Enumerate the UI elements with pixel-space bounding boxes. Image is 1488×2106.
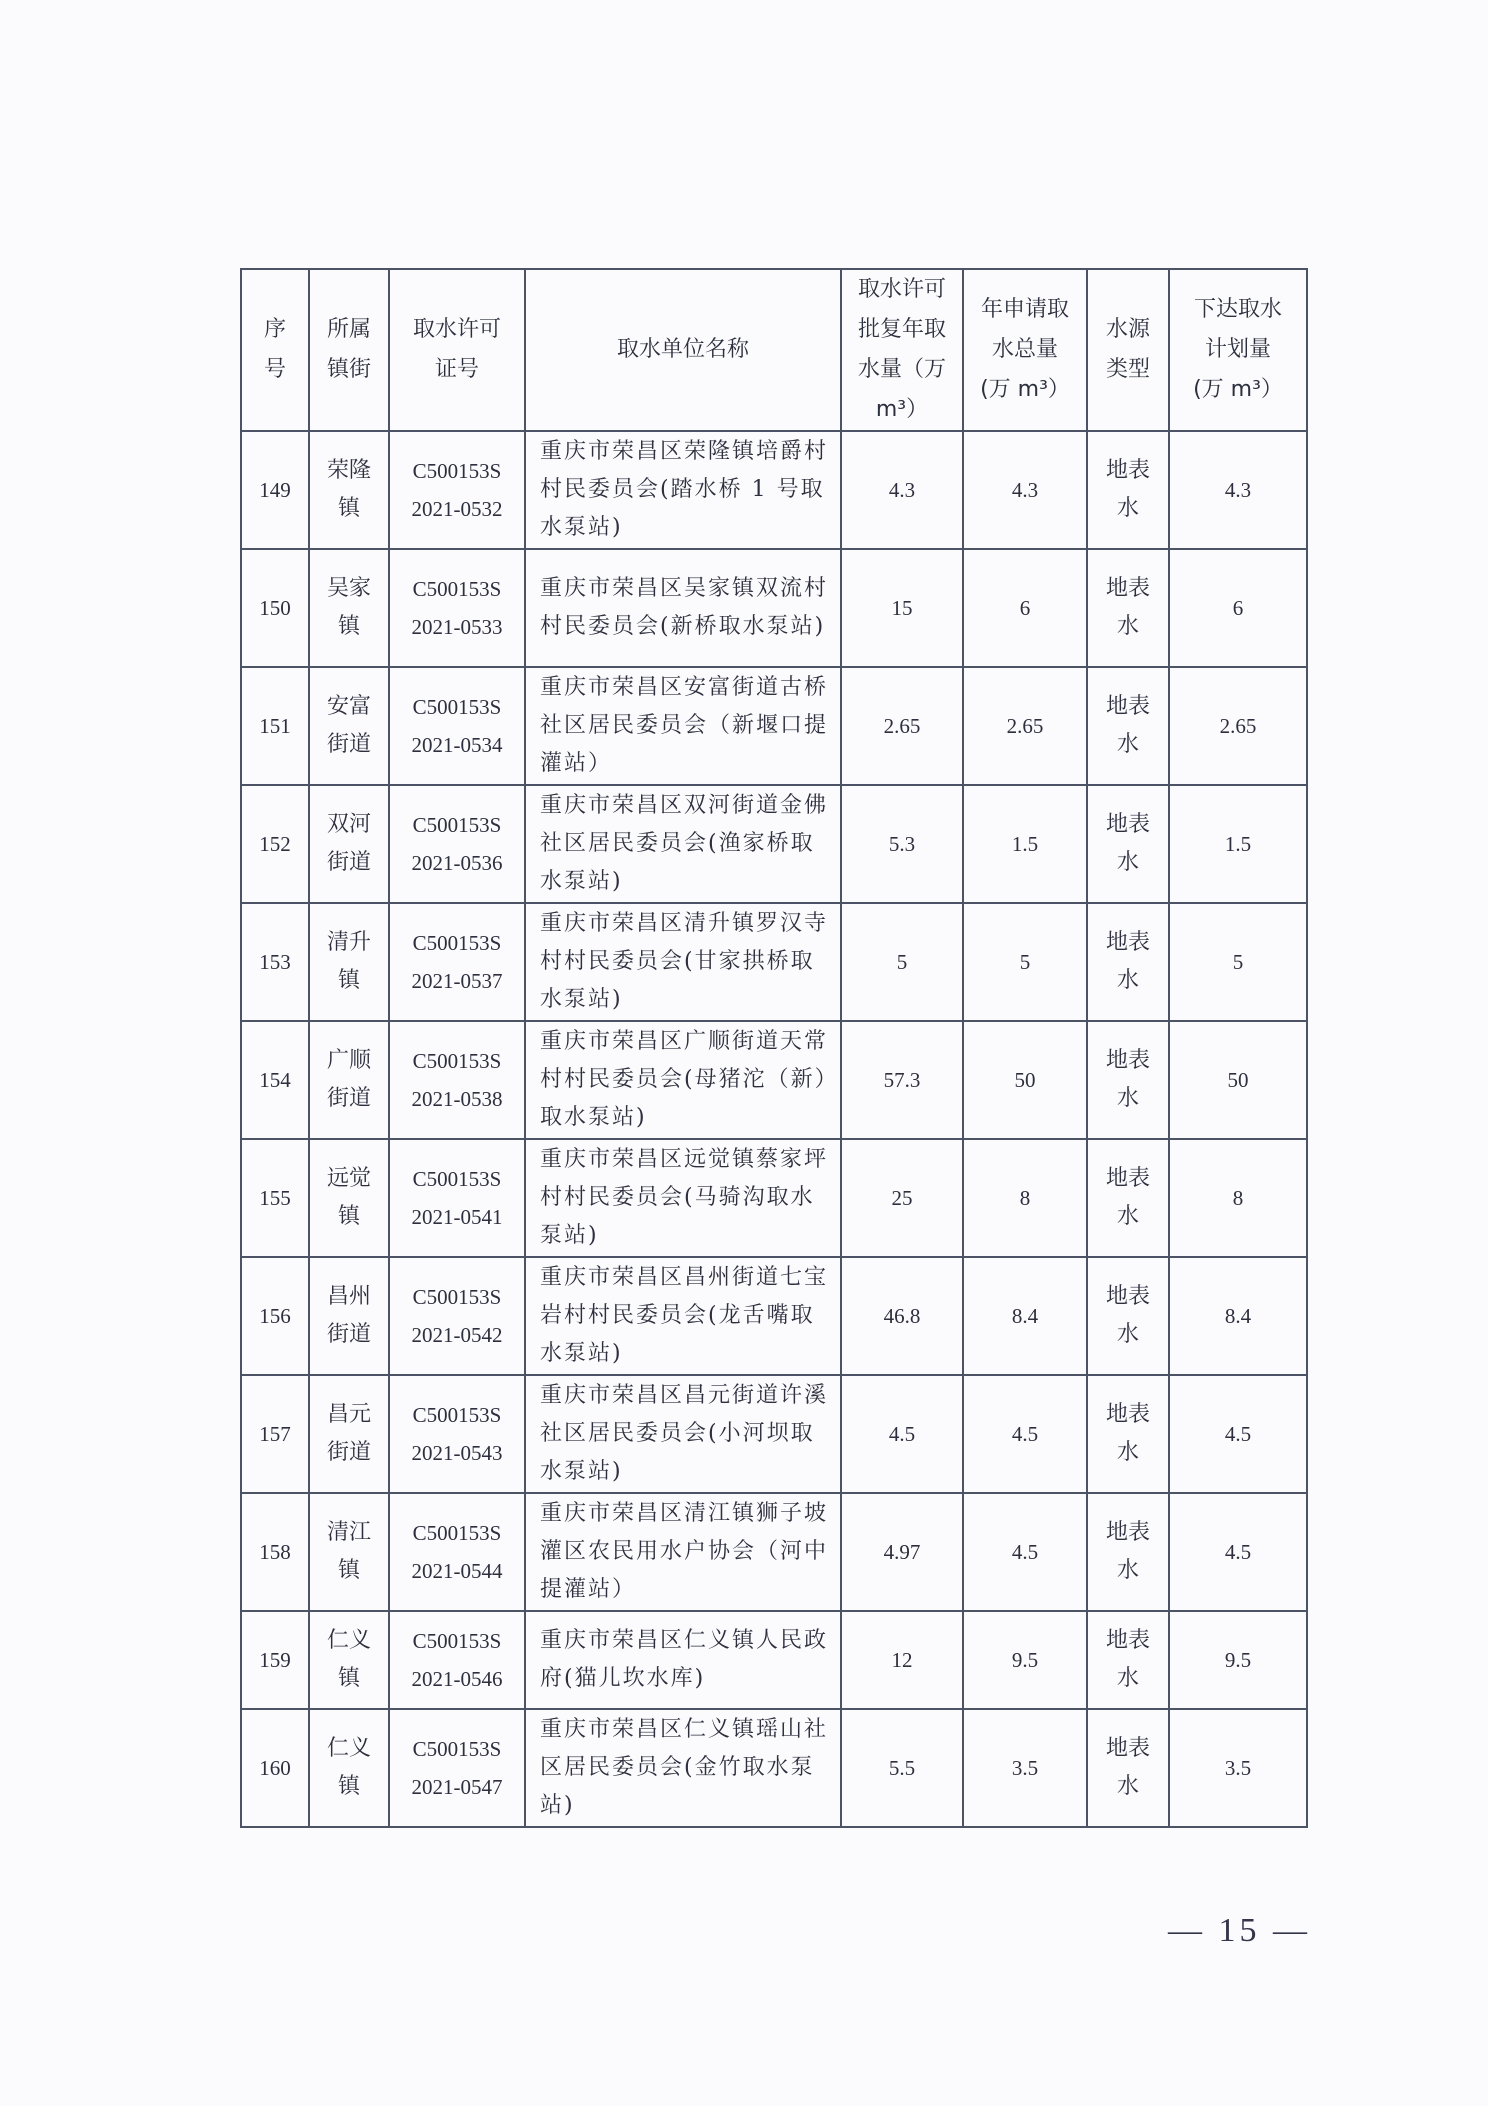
table-row (241, 667, 1307, 785)
cell-applied-volume: 3.5 (963, 1709, 1087, 1827)
cell-town: 清升 镇 (309, 903, 389, 1021)
cell-approved-volume: 12 (841, 1611, 963, 1709)
cell-unit-name: 重庆市荣昌区安富街道古桥社区居民委员会（新堰口提灌站） (525, 667, 841, 785)
cell-plan-volume: 5 (1169, 903, 1307, 1021)
cell-source-type: 地表 水 (1087, 785, 1169, 903)
cell-applied-volume: 8.4 (963, 1257, 1087, 1375)
cell-serial: 151 (241, 667, 309, 785)
cell-applied-volume: 50 (963, 1021, 1087, 1139)
cell-plan-volume: 8.4 (1169, 1257, 1307, 1375)
cell-approved-volume: 4.3 (841, 431, 963, 549)
cell-unit-name: 重庆市荣昌区昌州街道七宝岩村村民委员会(龙舌嘴取水泵站) (525, 1257, 841, 1375)
cell-plan-volume: 2.65 (1169, 667, 1307, 785)
cell-source-type: 地表 水 (1087, 1709, 1169, 1827)
cell-applied-volume: 4.5 (963, 1493, 1087, 1611)
cell-approved-volume: 4.5 (841, 1375, 963, 1493)
table-row (241, 1611, 1307, 1709)
table-row (241, 1375, 1307, 1493)
cell-serial: 154 (241, 1021, 309, 1139)
cell-applied-volume: 6 (963, 549, 1087, 667)
cell-license: C500153S 2021-0544 (389, 1493, 525, 1611)
header-serial: 序 号 (241, 269, 309, 431)
cell-approved-volume: 15 (841, 549, 963, 667)
cell-town: 荣隆 镇 (309, 431, 389, 549)
cell-applied-volume: 4.3 (963, 431, 1087, 549)
cell-license: C500153S 2021-0533 (389, 549, 525, 667)
water-permit-table (240, 268, 1308, 1828)
cell-serial: 159 (241, 1611, 309, 1709)
table-row (241, 785, 1307, 903)
cell-license: C500153S 2021-0546 (389, 1611, 525, 1709)
cell-serial: 156 (241, 1257, 309, 1375)
header-plan-volume: 下达取水 计划量 (万 m³） (1169, 269, 1307, 431)
cell-plan-volume: 4.3 (1169, 431, 1307, 549)
cell-plan-volume: 50 (1169, 1021, 1307, 1139)
cell-applied-volume: 2.65 (963, 667, 1087, 785)
table-row (241, 1139, 1307, 1257)
cell-town: 昌元 街道 (309, 1375, 389, 1493)
cell-approved-volume: 46.8 (841, 1257, 963, 1375)
cell-source-type: 地表 水 (1087, 1493, 1169, 1611)
table-row (241, 431, 1307, 549)
cell-approved-volume: 2.65 (841, 667, 963, 785)
cell-license: C500153S 2021-0532 (389, 431, 525, 549)
cell-town: 昌州 街道 (309, 1257, 389, 1375)
cell-plan-volume: 1.5 (1169, 785, 1307, 903)
cell-unit-name: 重庆市荣昌区荣隆镇培爵村村民委员会(踏水桥 1 号取水泵站) (525, 431, 841, 549)
table-row (241, 1493, 1307, 1611)
cell-source-type: 地表 水 (1087, 431, 1169, 549)
cell-approved-volume: 57.3 (841, 1021, 963, 1139)
cell-plan-volume: 4.5 (1169, 1493, 1307, 1611)
cell-source-type: 地表 水 (1087, 549, 1169, 667)
cell-license: C500153S 2021-0537 (389, 903, 525, 1021)
cell-unit-name: 重庆市荣昌区广顺街道天常村村民委员会(母猪沱（新）取水泵站) (525, 1021, 841, 1139)
page-number: — 15 — (1168, 1912, 1311, 1949)
header-unit-name: 取水单位名称 (525, 269, 841, 431)
cell-serial: 150 (241, 549, 309, 667)
cell-serial: 153 (241, 903, 309, 1021)
cell-unit-name: 重庆市荣昌区远觉镇蔡家坪村村民委员会(马骑沟取水泵站) (525, 1139, 841, 1257)
cell-town: 清江 镇 (309, 1493, 389, 1611)
cell-license: C500153S 2021-0534 (389, 667, 525, 785)
cell-approved-volume: 5.5 (841, 1709, 963, 1827)
cell-applied-volume: 1.5 (963, 785, 1087, 903)
cell-source-type: 地表 水 (1087, 1139, 1169, 1257)
cell-town: 双河 街道 (309, 785, 389, 903)
cell-serial: 155 (241, 1139, 309, 1257)
cell-serial: 149 (241, 431, 309, 549)
cell-unit-name: 重庆市荣昌区吴家镇双流村村民委员会(新桥取水泵站) (525, 549, 841, 667)
cell-approved-volume: 4.97 (841, 1493, 963, 1611)
table-row (241, 1021, 1307, 1139)
cell-plan-volume: 6 (1169, 549, 1307, 667)
cell-source-type: 地表 水 (1087, 1611, 1169, 1709)
cell-approved-volume: 5 (841, 903, 963, 1021)
cell-plan-volume: 3.5 (1169, 1709, 1307, 1827)
cell-source-type: 地表 水 (1087, 903, 1169, 1021)
cell-source-type: 地表 水 (1087, 667, 1169, 785)
cell-license: C500153S 2021-0547 (389, 1709, 525, 1827)
cell-license: C500153S 2021-0542 (389, 1257, 525, 1375)
cell-unit-name: 重庆市荣昌区清江镇狮子坡灌区农民用水户协会（河中提灌站） (525, 1493, 841, 1611)
cell-serial: 158 (241, 1493, 309, 1611)
cell-unit-name: 重庆市荣昌区清升镇罗汉寺村村民委员会(甘家拱桥取水泵站) (525, 903, 841, 1021)
cell-serial: 160 (241, 1709, 309, 1827)
header-approved-volume: 取水许可 批复年取 水量（万 m³） (841, 269, 963, 431)
cell-applied-volume: 9.5 (963, 1611, 1087, 1709)
cell-approved-volume: 25 (841, 1139, 963, 1257)
cell-unit-name: 重庆市荣昌区昌元街道许溪社区居民委员会(小河坝取水泵站) (525, 1375, 841, 1493)
cell-unit-name: 重庆市荣昌区双河街道金佛社区居民委员会(渔家桥取水泵站) (525, 785, 841, 903)
cell-town: 吴家 镇 (309, 549, 389, 667)
table-row (241, 1257, 1307, 1375)
cell-unit-name: 重庆市荣昌区仁义镇人民政府(猫儿坎水库) (525, 1611, 841, 1709)
cell-approved-volume: 5.3 (841, 785, 963, 903)
cell-plan-volume: 4.5 (1169, 1375, 1307, 1493)
cell-town: 远觉 镇 (309, 1139, 389, 1257)
cell-source-type: 地表 水 (1087, 1375, 1169, 1493)
cell-town: 安富 街道 (309, 667, 389, 785)
header-source-type: 水源 类型 (1087, 269, 1169, 431)
cell-unit-name: 重庆市荣昌区仁义镇瑶山社区居民委员会(金竹取水泵站) (525, 1709, 841, 1827)
cell-plan-volume: 9.5 (1169, 1611, 1307, 1709)
cell-serial: 157 (241, 1375, 309, 1493)
cell-license: C500153S 2021-0541 (389, 1139, 525, 1257)
table-row (241, 549, 1307, 667)
cell-town: 广顺 街道 (309, 1021, 389, 1139)
cell-plan-volume: 8 (1169, 1139, 1307, 1257)
header-applied-volume: 年申请取 水总量 (万 m³） (963, 269, 1087, 431)
cell-town: 仁义 镇 (309, 1611, 389, 1709)
cell-license: C500153S 2021-0543 (389, 1375, 525, 1493)
cell-license: C500153S 2021-0536 (389, 785, 525, 903)
cell-applied-volume: 4.5 (963, 1375, 1087, 1493)
cell-applied-volume: 5 (963, 903, 1087, 1021)
table-row (241, 1709, 1307, 1827)
header-license: 取水许可 证号 (389, 269, 525, 431)
cell-town: 仁义 镇 (309, 1709, 389, 1827)
header-town: 所属 镇街 (309, 269, 389, 431)
cell-serial: 152 (241, 785, 309, 903)
cell-source-type: 地表 水 (1087, 1257, 1169, 1375)
table-header-row (241, 269, 1307, 431)
cell-license: C500153S 2021-0538 (389, 1021, 525, 1139)
cell-source-type: 地表 水 (1087, 1021, 1169, 1139)
table-row (241, 903, 1307, 1021)
cell-applied-volume: 8 (963, 1139, 1087, 1257)
table-body (241, 431, 1307, 1827)
